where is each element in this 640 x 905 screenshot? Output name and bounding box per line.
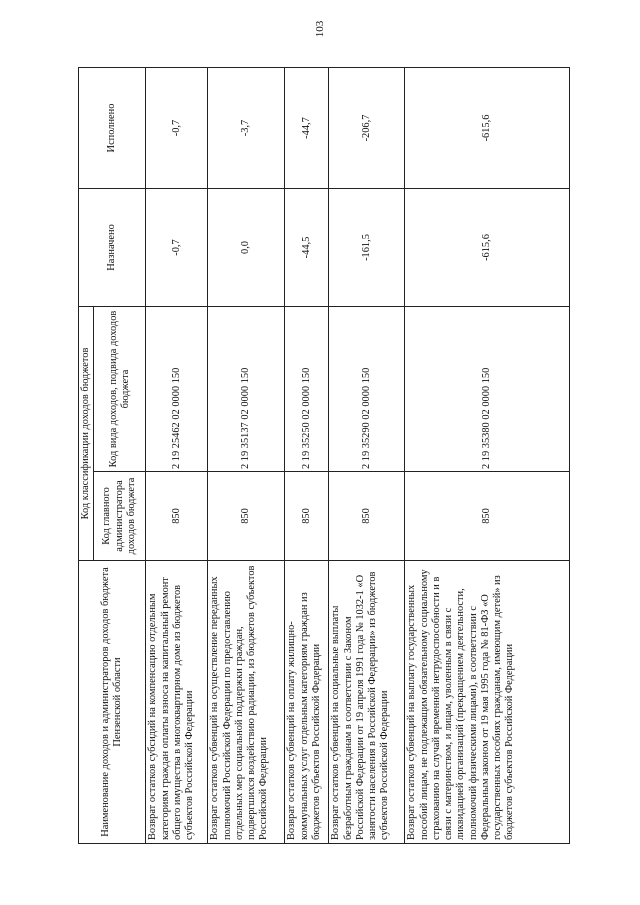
page-number: 103	[314, 20, 326, 38]
row-income-code: 2 19 35137 02 0000 150	[208, 307, 285, 472]
row-name: Возврат остатков субсидий на компенсацию отдельным категориям граждан оплаты взноса на капитальный ремонт общего имущества в многоквартирном доме из бюджетов субъектов Российской Федерации	[146, 561, 208, 844]
header-income-code: Код вида доходов, подвида доходов бюджета	[94, 307, 146, 472]
row-admin-code: 850	[208, 472, 285, 561]
row-income-code: 2 19 35290 02 0000 150	[329, 307, 405, 472]
table-row	[146, 68, 208, 844]
header-assigned: Назначено	[79, 189, 146, 307]
header-executed: Исполнено	[79, 68, 146, 189]
table-row	[285, 68, 329, 844]
row-executed: -3,7	[208, 68, 285, 189]
row-executed: -615,6	[405, 68, 570, 189]
table-row	[405, 68, 570, 844]
table-row	[329, 68, 405, 844]
row-income-code: 2 19 35250 02 0000 150	[285, 307, 329, 472]
budget-table	[78, 67, 570, 844]
row-assigned: -44,5	[285, 189, 329, 307]
row-name: Возврат остатков субвенций на выплату государственных пособий лицам, не подлежащим обязательному социальному страхованию на случай временной нетрудоспособности и в связи с материнством, и лицам, уволенным в связи с ликвидацией организаций (прекращением деятельности, полномочий физическими лицами), в соответствии с Федеральным законом от 19 мая 1995 года № 81-ФЗ «О государственных пособиях гражданам, имеющим детей» из бюджетов субъектов Российской Федерации	[405, 561, 570, 844]
row-admin-code: 850	[329, 472, 405, 561]
row-admin-code: 850	[285, 472, 329, 561]
row-name: Возврат остатков субвенций на социальные выплаты безработным гражданам в соответствии с Законом Российской Федерации от 19 апреля 1991 года № 1032-1 «О занятости населения в Российской Федерации» из бюджетов субъектов Российской Федерации	[329, 561, 405, 844]
row-executed: -206,7	[329, 68, 405, 189]
row-assigned: 0,0	[208, 189, 285, 307]
row-assigned: -161,5	[329, 189, 405, 307]
row-assigned: -0,7	[146, 189, 208, 307]
row-executed: -0,7	[146, 68, 208, 189]
header-row-1	[79, 68, 94, 844]
header-classification-group: Код классификации доходов бюджетов	[79, 307, 94, 561]
row-admin-code: 850	[405, 472, 570, 561]
rotated-table-wrapper	[78, 68, 567, 844]
row-income-code: 2 19 25462 02 0000 150	[146, 307, 208, 472]
row-executed: -44,7	[285, 68, 329, 189]
row-admin-code: 850	[146, 472, 208, 561]
row-name: Возврат остатков субвенций на оплату жилищно-коммунальных услуг отдельным категориям граждан из бюджетов субъектов Российской Федерации	[285, 561, 329, 844]
row-assigned: -615,6	[405, 189, 570, 307]
row-name: Возврат остатков субвенций на осуществление переданных полномочий Российской Федерации по предоставлению отдельных мер социальной поддержки граждан, подвергшихся воздействию радиации, из бюджетов субъектов Российской Федерации	[208, 561, 285, 844]
rotated-table-area	[78, 68, 567, 844]
header-name: Наименование доходов и администраторов доходов бюджета Пензенской области	[79, 561, 146, 844]
table-row	[208, 68, 285, 844]
header-admin-code: Код главного администратора доходов бюджета	[94, 472, 146, 561]
row-income-code: 2 19 35380 02 0000 150	[405, 307, 570, 472]
